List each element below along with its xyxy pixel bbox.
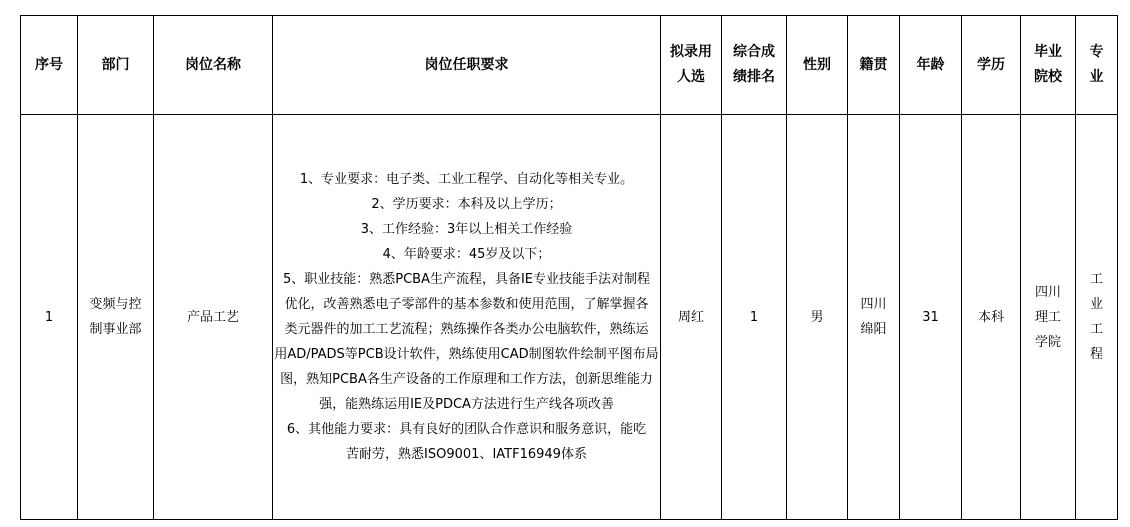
table-row bbox=[21, 115, 1118, 520]
requirement-line: 强，能熟练运用IE及PDCA方法进行生产线各项改善 bbox=[319, 397, 614, 412]
requirement-line: 3、工作经验：3年以上相关工作经验 bbox=[360, 222, 573, 237]
header-position: 岗位名称 bbox=[154, 16, 273, 115]
requirement-line: 用AD/PADS等PCB设计软件，熟练使用CAD制图软件绘制平图布局 bbox=[274, 347, 659, 362]
requirement-line: 优化，改善熟悉电子零部件的基本参数和使用范围，了解掌握各 bbox=[284, 297, 649, 312]
requirement-line: 6、其他能力要求：具有良好的团队合作意识和服务意识，能吃 bbox=[286, 422, 647, 437]
requirement-line: 类元器件的加工工艺流程；熟练操作各类办公电脑软件，熟练运 bbox=[284, 322, 649, 337]
header-seq: 序号 bbox=[21, 16, 78, 115]
cell-major bbox=[1076, 115, 1118, 520]
requirement-line: 5、职业技能：熟悉PCBA生产流程，具备IE专业技能手法对制程 bbox=[282, 272, 651, 287]
header-school: 毕业 院校 bbox=[1021, 16, 1076, 115]
requirement-line: 4、年龄要求：45岁及以下； bbox=[382, 247, 551, 262]
cell-dept: 变频与控 制事业部 bbox=[78, 115, 154, 520]
header-major: 专 业 bbox=[1076, 16, 1118, 115]
requirement-line: 苦耐劳，熟悉ISO9001、IATF16949体系 bbox=[346, 447, 587, 462]
requirement-line: 1、专业要求：电子类、工业工程学、自动化等相关专业。 bbox=[299, 172, 634, 187]
header-gender: 性别 bbox=[787, 16, 848, 115]
requirement-line: 2、学历要求：本科及以上学历； bbox=[371, 197, 562, 212]
header-hometown: 籍贯 bbox=[848, 16, 900, 115]
major-vertical-text: 工业工程 bbox=[1089, 272, 1103, 362]
cell-gender: 男 bbox=[787, 115, 848, 520]
cell-school: 四川 理工 学院 bbox=[1021, 115, 1076, 520]
header-requirements: 岗位任职要求 bbox=[273, 16, 661, 115]
header-dept: 部门 bbox=[78, 16, 154, 115]
cell-education: 本科 bbox=[962, 115, 1021, 520]
candidate-table bbox=[20, 15, 1118, 520]
cell-rank: 1 bbox=[722, 115, 787, 520]
cell-requirements bbox=[273, 115, 661, 520]
cell-age: 31 bbox=[900, 115, 962, 520]
cell-candidate: 周红 bbox=[661, 115, 722, 520]
cell-seq: 1 bbox=[21, 115, 78, 520]
header-education: 学历 bbox=[962, 16, 1021, 115]
header-rank: 综合成 绩排名 bbox=[722, 16, 787, 115]
requirement-line: 图，熟知PCBA各生产设备的工作原理和工作方法，创新思维能力 bbox=[280, 372, 653, 387]
header-candidate: 拟录用 人选 bbox=[661, 16, 722, 115]
table-header-row bbox=[21, 16, 1118, 115]
cell-position: 产品工艺 bbox=[154, 115, 273, 520]
cell-hometown: 四川 绵阳 bbox=[848, 115, 900, 520]
header-age: 年龄 bbox=[900, 16, 962, 115]
